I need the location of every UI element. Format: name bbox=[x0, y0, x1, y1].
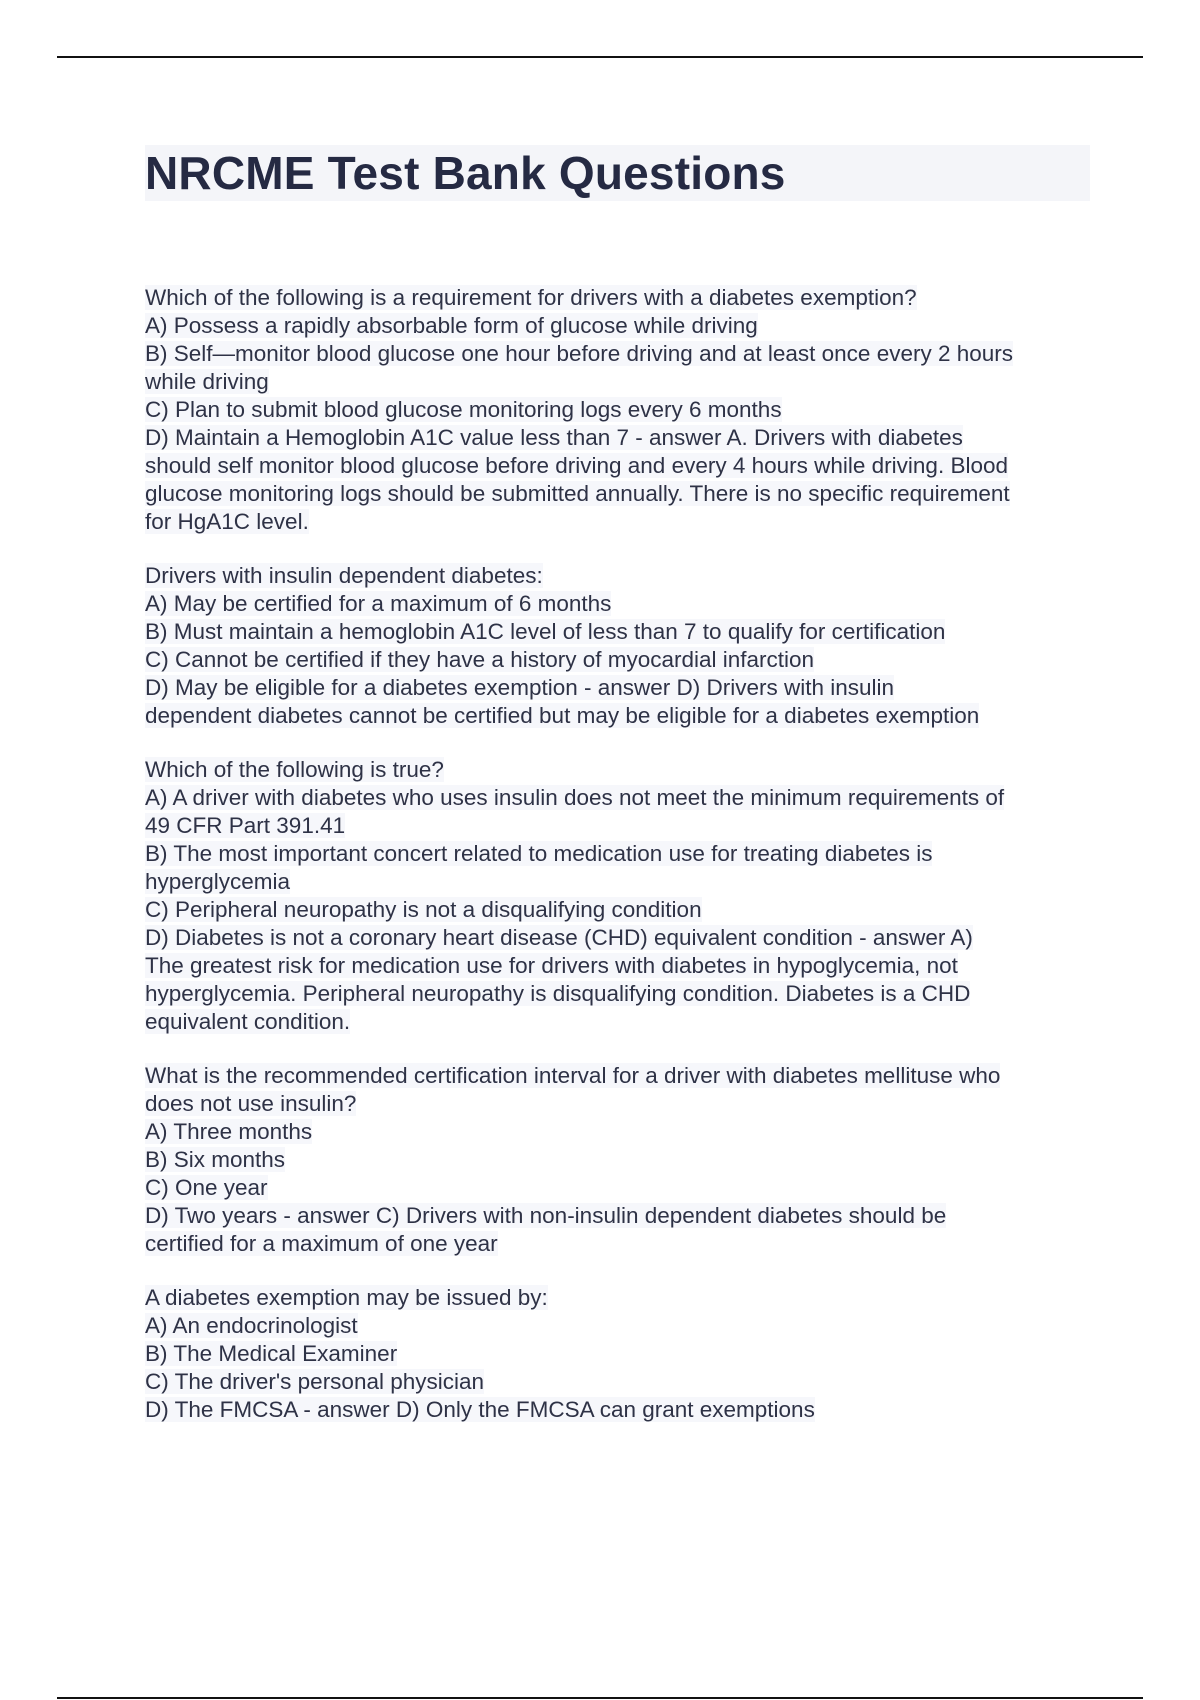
answer-option-with-explanation: D) The FMCSA - answer D) Only the FMCSA can grant exemptions bbox=[145, 1397, 815, 1422]
answer-explanation: for HgA1C level. bbox=[145, 509, 309, 534]
answer-option: B) Self—monitor blood glucose one hour before driving and at least once every 2 hours bbox=[145, 341, 1014, 366]
question-text: Drivers with insulin dependent diabetes: bbox=[145, 563, 543, 588]
question-block-2 bbox=[145, 562, 1095, 730]
question-block-4 bbox=[145, 1062, 1095, 1258]
question-block-5 bbox=[145, 1284, 1095, 1424]
question-list bbox=[145, 284, 1095, 1450]
answer-option: B) Must maintain a hemoglobin A1C level of less than 7 to qualify for certification bbox=[145, 619, 946, 644]
answer-option-continued: while driving bbox=[145, 369, 269, 394]
answer-option-with-explanation: D) Diabetes is not a coronary heart disease (CHD) equivalent condition - answer A) bbox=[145, 925, 973, 950]
answer-option: A) An endocrinologist bbox=[145, 1313, 358, 1338]
answer-option-continued: hyperglycemia bbox=[145, 869, 291, 894]
answer-option: C) Peripheral neuropathy is not a disqualifying condition bbox=[145, 897, 702, 922]
question-text: Which of the following is a requirement for drivers with a diabetes exemption? bbox=[145, 285, 917, 310]
answer-option: B) The most important concert related to medication use for treating diabetes is bbox=[145, 841, 933, 866]
question-text: A diabetes exemption may be issued by: bbox=[145, 1285, 548, 1310]
answer-option: B) The Medical Examiner bbox=[145, 1341, 398, 1366]
answer-option: C) The driver's personal physician bbox=[145, 1369, 485, 1394]
answer-option: A) A driver with diabetes who uses insulin does not meet the minimum requirements of bbox=[145, 785, 1005, 810]
answer-option-with-explanation: D) Maintain a Hemoglobin A1C value less than 7 - answer A. Drivers with diabetes bbox=[145, 425, 963, 450]
question-text: What is the recommended certification interval for a driver with diabetes mellituse who bbox=[145, 1063, 1001, 1088]
answer-option: A) May be certified for a maximum of 6 months bbox=[145, 591, 612, 616]
answer-explanation: should self monitor blood glucose before driving and every 4 hours while driving. Blood bbox=[145, 453, 1008, 478]
answer-option-with-explanation: D) May be eligible for a diabetes exemption - answer D) Drivers with insulin bbox=[145, 675, 895, 700]
answer-option: C) Cannot be certified if they have a history of myocardial infarction bbox=[145, 647, 815, 672]
answer-option-continued: 49 CFR Part 391.41 bbox=[145, 813, 346, 838]
answer-explanation: glucose monitoring logs should be submitted annually. There is no specific requirement bbox=[145, 481, 1010, 506]
question-text-continued: does not use insulin? bbox=[145, 1091, 357, 1116]
answer-explanation: equivalent condition. bbox=[145, 1009, 351, 1034]
question-block-3 bbox=[145, 756, 1095, 1036]
page-title: NRCME Test Bank Questions bbox=[145, 147, 786, 199]
answer-explanation: The greatest risk for medication use for drivers with diabetes in hypoglycemia, not bbox=[145, 953, 958, 978]
answer-option: B) Six months bbox=[145, 1147, 286, 1172]
answer-option: A) Three months bbox=[145, 1119, 313, 1144]
answer-option: C) One year bbox=[145, 1175, 268, 1200]
answer-explanation: certified for a maximum of one year bbox=[145, 1231, 498, 1256]
question-text: Which of the following is true? bbox=[145, 757, 444, 782]
top-rule bbox=[57, 56, 1143, 58]
answer-explanation: dependent diabetes cannot be certified but may be eligible for a diabetes exemption bbox=[145, 703, 980, 728]
answer-option: C) Plan to submit blood glucose monitoring logs every 6 months bbox=[145, 397, 782, 422]
answer-explanation: hyperglycemia. Peripheral neuropathy is disqualifying condition. Diabetes is a CHD bbox=[145, 981, 971, 1006]
bottom-rule bbox=[57, 1697, 1143, 1699]
answer-option: A) Possess a rapidly absorbable form of glucose while driving bbox=[145, 313, 758, 338]
answer-option-with-explanation: D) Two years - answer C) Drivers with non-insulin dependent diabetes should be bbox=[145, 1203, 947, 1228]
question-block-1 bbox=[145, 284, 1095, 536]
